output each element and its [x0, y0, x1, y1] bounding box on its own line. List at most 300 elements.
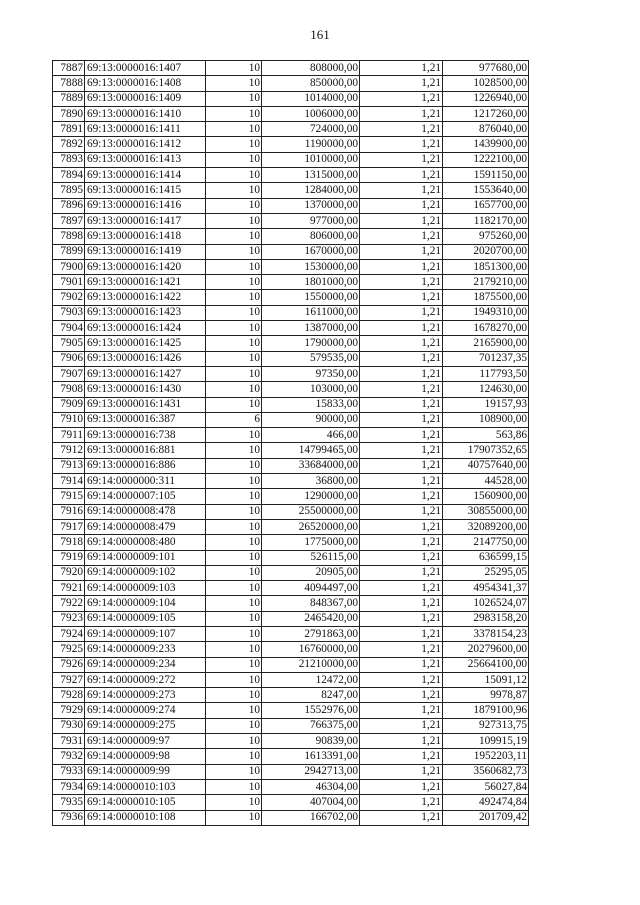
- coefficient-cell: 1,21: [360, 213, 443, 228]
- cadastral-number-cell: 69:13:0000016:1426: [85, 351, 206, 366]
- table-row: [53, 596, 529, 611]
- count-cell: 10: [206, 474, 262, 489]
- count-cell: 10: [206, 198, 262, 213]
- base-value-cell: 2791863,00: [262, 626, 360, 641]
- row-number-cell: 7893: [53, 152, 85, 167]
- base-value-cell: 2942713,00: [262, 764, 360, 779]
- table-row: [53, 213, 529, 228]
- result-value-cell: 492474,84: [443, 795, 529, 810]
- row-number-cell: 7928: [53, 688, 85, 703]
- cadastral-number-cell: 69:13:0000016:1416: [85, 198, 206, 213]
- table-body: [53, 61, 529, 826]
- base-value-cell: 579535,00: [262, 351, 360, 366]
- count-cell: 10: [206, 565, 262, 580]
- base-value-cell: 1670000,00: [262, 244, 360, 259]
- coefficient-cell: 1,21: [360, 382, 443, 397]
- row-number-cell: 7898: [53, 229, 85, 244]
- result-value-cell: 40757640,00: [443, 458, 529, 473]
- count-cell: 10: [206, 611, 262, 626]
- result-value-cell: 124630,00: [443, 382, 529, 397]
- cadastral-number-cell: 69:13:0000016:1420: [85, 259, 206, 274]
- count-cell: 10: [206, 321, 262, 336]
- count-cell: 10: [206, 703, 262, 718]
- count-cell: 10: [206, 443, 262, 458]
- cadastral-number-cell: 69:13:0000016:1425: [85, 336, 206, 351]
- cadastral-number-cell: 69:13:0000016:1417: [85, 213, 206, 228]
- coefficient-cell: 1,21: [360, 321, 443, 336]
- cadastral-number-cell: 69:14:0000009:234: [85, 657, 206, 672]
- count-cell: 6: [206, 412, 262, 427]
- coefficient-cell: 1,21: [360, 596, 443, 611]
- row-number-cell: 7903: [53, 305, 85, 320]
- result-value-cell: 1226940,00: [443, 91, 529, 106]
- row-number-cell: 7900: [53, 259, 85, 274]
- table-row: [53, 565, 529, 580]
- coefficient-cell: 1,21: [360, 535, 443, 550]
- cadastral-number-cell: 69:14:0000009:99: [85, 764, 206, 779]
- coefficient-cell: 1,21: [360, 795, 443, 810]
- cadastral-number-cell: 69:13:0000016:387: [85, 412, 206, 427]
- table-row: [53, 795, 529, 810]
- row-number-cell: 7919: [53, 550, 85, 565]
- coefficient-cell: 1,21: [360, 351, 443, 366]
- count-cell: 10: [206, 795, 262, 810]
- row-number-cell: 7902: [53, 290, 85, 305]
- count-cell: 10: [206, 596, 262, 611]
- table-row: [53, 336, 529, 351]
- count-cell: 10: [206, 91, 262, 106]
- base-value-cell: 25500000,00: [262, 504, 360, 519]
- cadastral-number-cell: 69:14:0000008:478: [85, 504, 206, 519]
- cadastral-number-cell: 69:13:0000016:1419: [85, 244, 206, 259]
- cadastral-number-cell: 69:14:0000009:275: [85, 718, 206, 733]
- row-number-cell: 7922: [53, 596, 85, 611]
- count-cell: 10: [206, 259, 262, 274]
- row-number-cell: 7933: [53, 764, 85, 779]
- coefficient-cell: 1,21: [360, 764, 443, 779]
- table-row: [53, 351, 529, 366]
- result-value-cell: 108900,00: [443, 412, 529, 427]
- coefficient-cell: 1,21: [360, 779, 443, 794]
- coefficient-cell: 1,21: [360, 76, 443, 91]
- table-row: [53, 458, 529, 473]
- row-number-cell: 7923: [53, 611, 85, 626]
- result-value-cell: 19157,93: [443, 397, 529, 412]
- base-value-cell: 15833,00: [262, 397, 360, 412]
- base-value-cell: 1801000,00: [262, 275, 360, 290]
- base-value-cell: 33684000,00: [262, 458, 360, 473]
- base-value-cell: 1790000,00: [262, 336, 360, 351]
- cadastral-number-cell: 69:14:0000009:105: [85, 611, 206, 626]
- result-value-cell: 3560682,73: [443, 764, 529, 779]
- result-value-cell: 56027,84: [443, 779, 529, 794]
- row-number-cell: 7934: [53, 779, 85, 794]
- coefficient-cell: 1,21: [360, 152, 443, 167]
- result-value-cell: 1553640,00: [443, 183, 529, 198]
- base-value-cell: 977000,00: [262, 213, 360, 228]
- coefficient-cell: 1,21: [360, 229, 443, 244]
- table-row: [53, 382, 529, 397]
- base-value-cell: 806000,00: [262, 229, 360, 244]
- cadastral-number-cell: 69:13:0000016:1421: [85, 275, 206, 290]
- row-number-cell: 7931: [53, 734, 85, 749]
- cadastral-number-cell: 69:14:0000009:274: [85, 703, 206, 718]
- result-value-cell: 1222100,00: [443, 152, 529, 167]
- row-number-cell: 7910: [53, 412, 85, 427]
- cadastral-number-cell: 69:13:0000016:1431: [85, 397, 206, 412]
- row-number-cell: 7904: [53, 321, 85, 336]
- table-row: [53, 672, 529, 687]
- result-value-cell: 30855000,00: [443, 504, 529, 519]
- cadastral-number-cell: 69:14:0000009:103: [85, 581, 206, 596]
- coefficient-cell: 1,21: [360, 734, 443, 749]
- coefficient-cell: 1,21: [360, 611, 443, 626]
- cadastral-number-cell: 69:14:0000009:233: [85, 642, 206, 657]
- row-number-cell: 7907: [53, 366, 85, 381]
- result-value-cell: 977680,00: [443, 61, 529, 76]
- result-value-cell: 1028500,00: [443, 76, 529, 91]
- row-number-cell: 7929: [53, 703, 85, 718]
- base-value-cell: 16760000,00: [262, 642, 360, 657]
- result-value-cell: 25295,05: [443, 565, 529, 580]
- count-cell: 10: [206, 336, 262, 351]
- result-value-cell: 1952203,11: [443, 749, 529, 764]
- count-cell: 10: [206, 76, 262, 91]
- base-value-cell: 1530000,00: [262, 259, 360, 274]
- result-value-cell: 2147750,00: [443, 535, 529, 550]
- base-value-cell: 103000,00: [262, 382, 360, 397]
- row-number-cell: 7925: [53, 642, 85, 657]
- cadastral-number-cell: 69:14:0000008:479: [85, 519, 206, 534]
- count-cell: 10: [206, 642, 262, 657]
- table-row: [53, 703, 529, 718]
- base-value-cell: 90000,00: [262, 412, 360, 427]
- table-row: [53, 244, 529, 259]
- cadastral-number-cell: 69:13:0000016:1414: [85, 168, 206, 183]
- row-number-cell: 7896: [53, 198, 85, 213]
- table-row: [53, 61, 529, 76]
- cadastral-number-cell: 69:14:0000009:107: [85, 626, 206, 641]
- result-value-cell: 2165900,00: [443, 336, 529, 351]
- coefficient-cell: 1,21: [360, 565, 443, 580]
- count-cell: 10: [206, 489, 262, 504]
- result-value-cell: 1026524,07: [443, 596, 529, 611]
- table-row: [53, 657, 529, 672]
- result-value-cell: 1875500,00: [443, 290, 529, 305]
- result-value-cell: 1879100,96: [443, 703, 529, 718]
- coefficient-cell: 1,21: [360, 336, 443, 351]
- coefficient-cell: 1,21: [360, 550, 443, 565]
- table-row: [53, 183, 529, 198]
- table-row: [53, 749, 529, 764]
- count-cell: 10: [206, 810, 262, 825]
- row-number-cell: 7891: [53, 122, 85, 137]
- cadastral-number-cell: 69:14:0000010:105: [85, 795, 206, 810]
- base-value-cell: 526115,00: [262, 550, 360, 565]
- coefficient-cell: 1,21: [360, 305, 443, 320]
- count-cell: 10: [206, 581, 262, 596]
- base-value-cell: 21210000,00: [262, 657, 360, 672]
- row-number-cell: 7908: [53, 382, 85, 397]
- coefficient-cell: 1,21: [360, 366, 443, 381]
- table-row: [53, 275, 529, 290]
- cadastral-number-cell: 69:13:0000016:738: [85, 428, 206, 443]
- row-number-cell: 7888: [53, 76, 85, 91]
- base-value-cell: 1006000,00: [262, 106, 360, 121]
- result-value-cell: 1949310,00: [443, 305, 529, 320]
- base-value-cell: 4094497,00: [262, 581, 360, 596]
- coefficient-cell: 1,21: [360, 168, 443, 183]
- cadastral-number-cell: 69:14:0000010:103: [85, 779, 206, 794]
- base-value-cell: 46304,00: [262, 779, 360, 794]
- count-cell: 10: [206, 657, 262, 672]
- row-number-cell: 7899: [53, 244, 85, 259]
- result-value-cell: 701237,35: [443, 351, 529, 366]
- count-cell: 10: [206, 779, 262, 794]
- base-value-cell: 1315000,00: [262, 168, 360, 183]
- base-value-cell: 850000,00: [262, 76, 360, 91]
- table-row: [53, 290, 529, 305]
- result-value-cell: 563,86: [443, 428, 529, 443]
- result-value-cell: 109915,19: [443, 734, 529, 749]
- table-row: [53, 428, 529, 443]
- cadastral-number-cell: 69:13:0000016:1415: [85, 183, 206, 198]
- base-value-cell: 14799465,00: [262, 443, 360, 458]
- count-cell: 10: [206, 351, 262, 366]
- count-cell: 10: [206, 764, 262, 779]
- result-value-cell: 25664100,00: [443, 657, 529, 672]
- coefficient-cell: 1,21: [360, 718, 443, 733]
- base-value-cell: 1284000,00: [262, 183, 360, 198]
- coefficient-cell: 1,21: [360, 519, 443, 534]
- base-value-cell: 1611000,00: [262, 305, 360, 320]
- coefficient-cell: 1,21: [360, 275, 443, 290]
- base-value-cell: 1014000,00: [262, 91, 360, 106]
- coefficient-cell: 1,21: [360, 642, 443, 657]
- cadastral-number-cell: 69:14:0000009:273: [85, 688, 206, 703]
- coefficient-cell: 1,21: [360, 259, 443, 274]
- coefficient-cell: 1,21: [360, 458, 443, 473]
- cadastral-number-cell: 69:13:0000016:1418: [85, 229, 206, 244]
- row-number-cell: 7905: [53, 336, 85, 351]
- table-row: [53, 259, 529, 274]
- row-number-cell: 7920: [53, 565, 85, 580]
- table-row: [53, 397, 529, 412]
- coefficient-cell: 1,21: [360, 657, 443, 672]
- table-row: [53, 76, 529, 91]
- base-value-cell: 808000,00: [262, 61, 360, 76]
- cadastral-number-cell: 69:13:0000016:1422: [85, 290, 206, 305]
- coefficient-cell: 1,21: [360, 244, 443, 259]
- cadastral-number-cell: 69:13:0000016:1423: [85, 305, 206, 320]
- table-row: [53, 412, 529, 427]
- base-value-cell: 1552976,00: [262, 703, 360, 718]
- base-value-cell: 1387000,00: [262, 321, 360, 336]
- row-number-cell: 7918: [53, 535, 85, 550]
- result-value-cell: 876040,00: [443, 122, 529, 137]
- table-row: [53, 535, 529, 550]
- row-number-cell: 7895: [53, 183, 85, 198]
- count-cell: 10: [206, 504, 262, 519]
- row-number-cell: 7930: [53, 718, 85, 733]
- result-value-cell: 1439900,00: [443, 137, 529, 152]
- cadastral-number-cell: 69:14:0000008:480: [85, 535, 206, 550]
- result-value-cell: 1182170,00: [443, 213, 529, 228]
- result-value-cell: 201709,42: [443, 810, 529, 825]
- data-table: [52, 60, 529, 826]
- coefficient-cell: 1,21: [360, 810, 443, 825]
- cadastral-number-cell: 69:13:0000016:1411: [85, 122, 206, 137]
- cadastral-number-cell: 69:13:0000016:1407: [85, 61, 206, 76]
- table-row: [53, 443, 529, 458]
- result-value-cell: 2179210,00: [443, 275, 529, 290]
- coefficient-cell: 1,21: [360, 672, 443, 687]
- result-value-cell: 20279600,00: [443, 642, 529, 657]
- base-value-cell: 8247,00: [262, 688, 360, 703]
- base-value-cell: 1550000,00: [262, 290, 360, 305]
- base-value-cell: 97350,00: [262, 366, 360, 381]
- row-number-cell: 7894: [53, 168, 85, 183]
- count-cell: 10: [206, 229, 262, 244]
- count-cell: 10: [206, 152, 262, 167]
- row-number-cell: 7915: [53, 489, 85, 504]
- result-value-cell: 975260,00: [443, 229, 529, 244]
- coefficient-cell: 1,21: [360, 397, 443, 412]
- table-row: [53, 106, 529, 121]
- row-number-cell: 7914: [53, 474, 85, 489]
- cadastral-number-cell: 69:14:0000009:97: [85, 734, 206, 749]
- result-value-cell: 17907352,65: [443, 443, 529, 458]
- row-number-cell: 7926: [53, 657, 85, 672]
- table-row: [53, 550, 529, 565]
- coefficient-cell: 1,21: [360, 474, 443, 489]
- count-cell: 10: [206, 535, 262, 550]
- coefficient-cell: 1,21: [360, 428, 443, 443]
- coefficient-cell: 1,21: [360, 122, 443, 137]
- base-value-cell: 20905,00: [262, 565, 360, 580]
- result-value-cell: 636599,15: [443, 550, 529, 565]
- base-value-cell: 90839,00: [262, 734, 360, 749]
- coefficient-cell: 1,21: [360, 183, 443, 198]
- row-number-cell: 7924: [53, 626, 85, 641]
- result-value-cell: 1217260,00: [443, 106, 529, 121]
- count-cell: 10: [206, 428, 262, 443]
- result-value-cell: 3378154,23: [443, 626, 529, 641]
- cadastral-number-cell: 69:14:0000007:105: [85, 489, 206, 504]
- row-number-cell: 7916: [53, 504, 85, 519]
- table-row: [53, 581, 529, 596]
- row-number-cell: 7935: [53, 795, 85, 810]
- cadastral-number-cell: 69:14:0000009:272: [85, 672, 206, 687]
- count-cell: 10: [206, 61, 262, 76]
- cadastral-number-cell: 69:14:0000009:102: [85, 565, 206, 580]
- base-value-cell: 1190000,00: [262, 137, 360, 152]
- base-value-cell: 1010000,00: [262, 152, 360, 167]
- result-value-cell: 1591150,00: [443, 168, 529, 183]
- coefficient-cell: 1,21: [360, 137, 443, 152]
- row-number-cell: 7936: [53, 810, 85, 825]
- row-number-cell: 7887: [53, 61, 85, 76]
- table-row: [53, 91, 529, 106]
- count-cell: 10: [206, 137, 262, 152]
- table-row: [53, 229, 529, 244]
- coefficient-cell: 1,21: [360, 91, 443, 106]
- result-value-cell: 1678270,00: [443, 321, 529, 336]
- table-row: [53, 474, 529, 489]
- cadastral-number-cell: 69:13:0000016:1427: [85, 366, 206, 381]
- base-value-cell: 166702,00: [262, 810, 360, 825]
- coefficient-cell: 1,21: [360, 106, 443, 121]
- row-number-cell: 7913: [53, 458, 85, 473]
- result-value-cell: 927313,75: [443, 718, 529, 733]
- coefficient-cell: 1,21: [360, 581, 443, 596]
- count-cell: 10: [206, 458, 262, 473]
- cadastral-number-cell: 69:14:0000009:98: [85, 749, 206, 764]
- table-row: [53, 489, 529, 504]
- table-row: [53, 504, 529, 519]
- cadastral-number-cell: 69:14:0000010:108: [85, 810, 206, 825]
- count-cell: 10: [206, 122, 262, 137]
- page-number: 161: [310, 27, 330, 42]
- count-cell: 10: [206, 672, 262, 687]
- row-number-cell: 7909: [53, 397, 85, 412]
- row-number-cell: 7892: [53, 137, 85, 152]
- coefficient-cell: 1,21: [360, 703, 443, 718]
- row-number-cell: 7897: [53, 213, 85, 228]
- result-value-cell: 2983158,20: [443, 611, 529, 626]
- table-row: [53, 810, 529, 825]
- count-cell: 10: [206, 749, 262, 764]
- count-cell: 10: [206, 397, 262, 412]
- coefficient-cell: 1,21: [360, 290, 443, 305]
- table-row: [53, 611, 529, 626]
- count-cell: 10: [206, 168, 262, 183]
- table-row: [53, 122, 529, 137]
- table-row: [53, 642, 529, 657]
- count-cell: 10: [206, 183, 262, 198]
- coefficient-cell: 1,21: [360, 198, 443, 213]
- count-cell: 10: [206, 550, 262, 565]
- result-value-cell: 9978,87: [443, 688, 529, 703]
- count-cell: 10: [206, 106, 262, 121]
- cadastral-number-cell: 69:13:0000016:1424: [85, 321, 206, 336]
- result-value-cell: 2020700,00: [443, 244, 529, 259]
- table-row: [53, 198, 529, 213]
- table-row: [53, 688, 529, 703]
- count-cell: 10: [206, 382, 262, 397]
- result-value-cell: 1851300,00: [443, 259, 529, 274]
- base-value-cell: 466,00: [262, 428, 360, 443]
- table-row: [53, 168, 529, 183]
- cadastral-number-cell: 69:13:0000016:1413: [85, 152, 206, 167]
- table-row: [53, 137, 529, 152]
- base-value-cell: 1775000,00: [262, 535, 360, 550]
- cadastral-number-cell: 69:14:0000000:311: [85, 474, 206, 489]
- count-cell: 10: [206, 213, 262, 228]
- result-value-cell: 1560900,00: [443, 489, 529, 504]
- table-row: [53, 779, 529, 794]
- row-number-cell: 7906: [53, 351, 85, 366]
- count-cell: 10: [206, 290, 262, 305]
- cadastral-number-cell: 69:13:0000016:881: [85, 443, 206, 458]
- base-value-cell: 2465420,00: [262, 611, 360, 626]
- cadastral-number-cell: 69:13:0000016:1430: [85, 382, 206, 397]
- count-cell: 10: [206, 366, 262, 381]
- coefficient-cell: 1,21: [360, 489, 443, 504]
- table-row: [53, 734, 529, 749]
- cadastral-number-cell: 69:14:0000009:101: [85, 550, 206, 565]
- result-value-cell: 4954341,37: [443, 581, 529, 596]
